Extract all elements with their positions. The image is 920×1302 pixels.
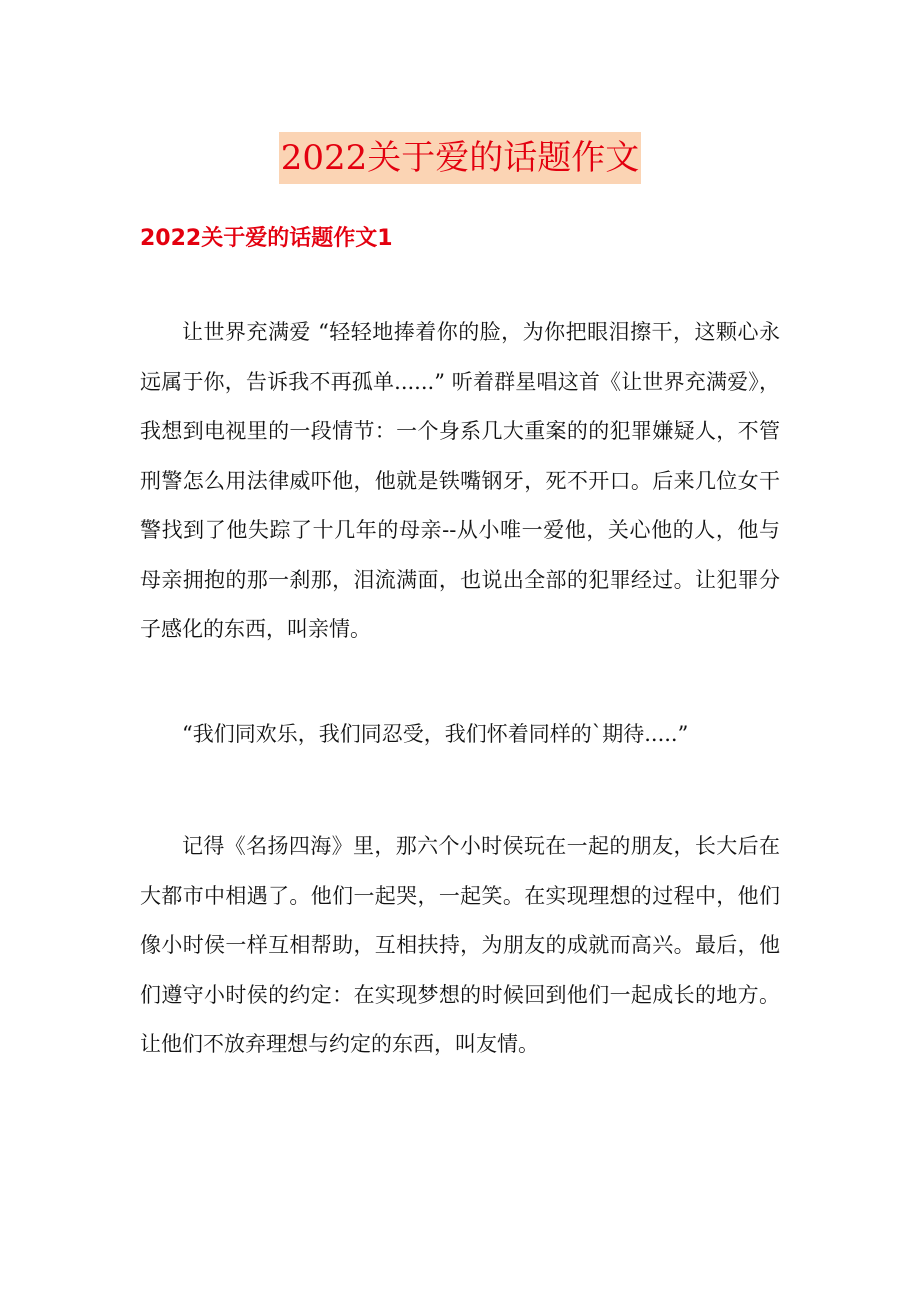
paragraph-friendship: 记得《名扬四海》里，那六个小时侯玩在一起的朋友，长大后在大都市中相遇了。他们一起哭，一起笑。在实现理想的过程中，他们像小时侯一样互相帮助，互相扶持，为朋友的成就而高兴。最后，他们遵守小时侯的约定：在实现梦想的时候回到他们一起成长的地方。让他们不放弃理想与约定的东西，叫友情。 (140, 834, 780, 1056)
section-heading: 2022关于爱的话题作文1 (140, 226, 393, 251)
title-container (0, 132, 920, 184)
document-title: 2022关于爱的话题作文 (279, 132, 642, 184)
paragraph-family-love: 让世界充满爱 “轻轻地捧着你的脸，为你把眼泪擦干，这颗心永远属于你，告诉我不再孤单......” 听着群星唱这首《让世界充满爱》，我想到电视里的一段情节：一个身系几大重案的的犯罪嫌疑人，不管刑警怎么用法律威吓他，他就是铁嘴钢牙，死不开口。后来几位女干警找到了他失踪了十几年的母亲--从小唯一爱他，关心他的人，他与母亲拥抱的那一刹那，泪流满面，也说出全部的犯罪经过。让犯罪分子感化的东西，叫亲情。 (140, 320, 780, 641)
paragraph-song-quote: “我们同欢乐，我们同忍受，我们怀着同样的`期待.....” (182, 722, 689, 746)
